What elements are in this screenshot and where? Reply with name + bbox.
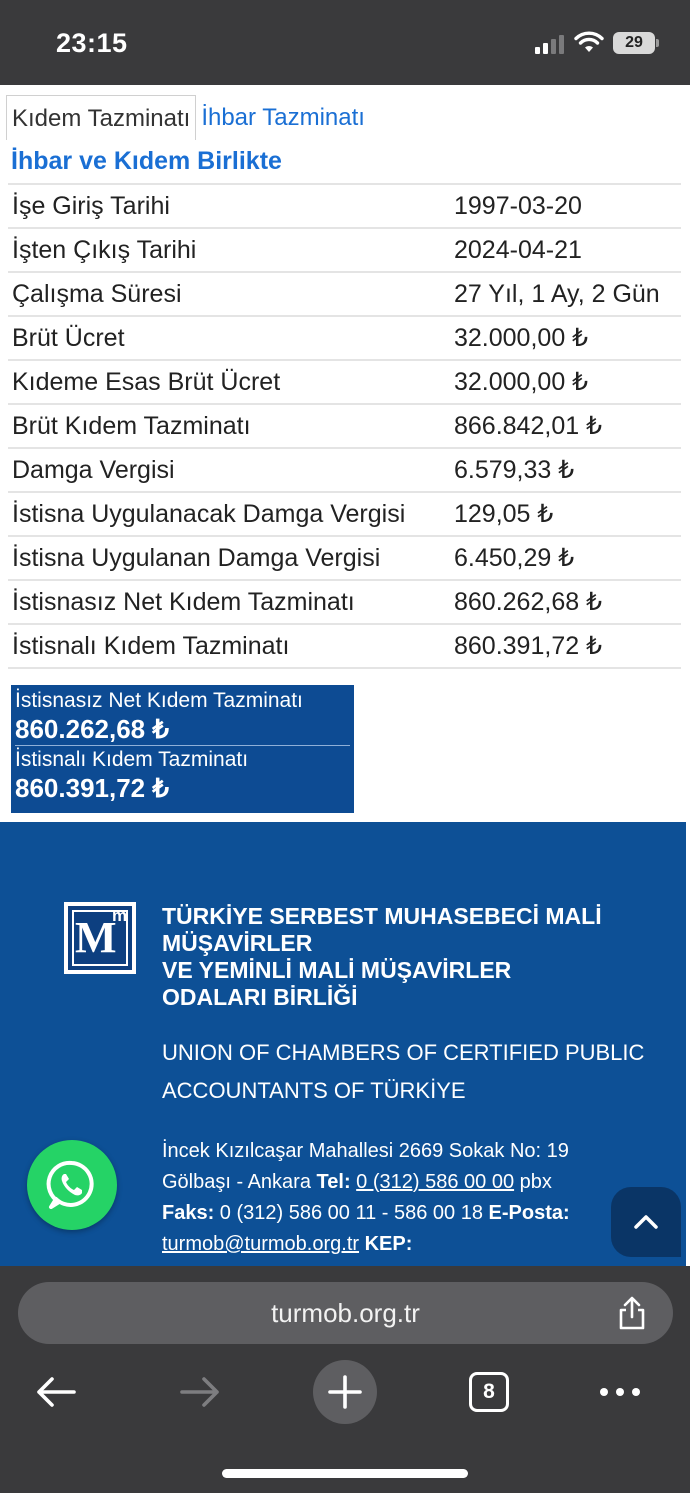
address-fax-line	[162, 1198, 652, 1229]
contact-address	[162, 1136, 652, 1260]
summary-divider	[15, 745, 350, 746]
result-row	[8, 448, 681, 492]
fax-value: 0 (312) 586 00 11 - 586 00 18	[214, 1202, 489, 1224]
result-value: 27 Yıl, 1 Ay, 2 Gün	[454, 279, 660, 308]
org-name	[162, 903, 662, 1011]
tab-ihbar-tazminati[interactable]: İhbar Tazminatı	[201, 104, 365, 131]
share-icon[interactable]	[617, 1295, 647, 1331]
tab-count-icon: 8	[469, 1372, 509, 1412]
tabs-button[interactable]	[457, 1360, 521, 1424]
result-value: 6.450,29 ₺	[454, 544, 575, 572]
org-name-line: ODALARI BİRLİĞİ	[162, 984, 358, 1010]
result-label: İstisna Uygulanan Damga Vergisi	[12, 543, 381, 572]
result-label: İşten Çıkış Tarihi	[12, 235, 197, 264]
browser-toolbar	[0, 1360, 690, 1430]
summary-exempt-label: İstisnalı Kıdem Tazminatı	[15, 748, 249, 771]
org-name-english	[162, 1034, 672, 1110]
summary-net-label: İstisnasız Net Kıdem Tazminatı	[15, 689, 303, 712]
result-row	[8, 184, 681, 228]
result-value: 860.262,68 ₺	[454, 588, 602, 616]
address-line: İncek Kızılcaşar Mahallesi 2669 Sokak No: 19	[162, 1140, 569, 1162]
summary-net-value: 860.262,68 ₺	[15, 714, 169, 744]
org-name-line: TÜRKİYE SERBEST MUHASEBECİ MALİ	[162, 903, 602, 929]
result-value: 129,05 ₺	[454, 500, 554, 528]
phone-link[interactable]: 0 (312) 586 00 00	[356, 1171, 515, 1193]
result-label: İstisna Uygulanacak Damga Vergisi	[12, 499, 406, 528]
new-tab-button[interactable]	[313, 1360, 377, 1424]
result-row	[8, 624, 681, 668]
result-label: Çalışma Süresi	[12, 279, 182, 308]
result-label: Brüt Kıdem Tazminatı	[12, 411, 251, 440]
result-label: Brüt Ücret	[12, 323, 125, 352]
more-dots-icon	[598, 1386, 642, 1398]
tab-kidem-tazminati[interactable]: Kıdem Tazminatı	[6, 95, 196, 140]
result-value: 860.391,72 ₺	[454, 632, 602, 660]
wifi-icon	[574, 30, 604, 54]
result-row	[8, 404, 681, 448]
address-email-line	[162, 1229, 652, 1260]
tel-suffix: pbx	[514, 1171, 552, 1193]
result-row	[8, 360, 681, 404]
result-row	[8, 536, 681, 580]
more-menu-button[interactable]	[588, 1360, 652, 1424]
result-label: İstisnalı Kıdem Tazminatı	[12, 631, 290, 660]
result-value: 2024-04-21	[454, 235, 582, 264]
result-row	[8, 580, 681, 624]
result-label: Kıdeme Esas Brüt Ücret	[12, 367, 281, 396]
cellular-signal-icon	[535, 34, 565, 54]
kep-label: KEP:	[359, 1233, 413, 1255]
back-button[interactable]	[24, 1360, 88, 1424]
tel-label: Tel:	[316, 1171, 351, 1193]
logo-letter: M	[75, 913, 117, 962]
chevron-up-icon	[633, 1213, 659, 1231]
org-name-line: MÜŞAVİRLER	[162, 930, 313, 956]
arrow-right-icon	[178, 1374, 222, 1410]
result-label: Damga Vergisi	[12, 455, 175, 484]
results-table	[8, 183, 681, 669]
email-label: E-Posta:	[488, 1202, 570, 1224]
result-row	[8, 272, 681, 316]
status-bar	[0, 0, 690, 85]
result-value: 1997-03-20	[454, 191, 582, 220]
turmob-logo[interactable]	[64, 902, 136, 974]
arrow-left-icon	[34, 1374, 78, 1410]
address-city: Gölbaşı - Ankara	[162, 1171, 317, 1193]
section-title[interactable]: İhbar ve Kıdem Birlikte	[11, 147, 282, 175]
result-value: 32.000,00 ₺	[454, 368, 589, 396]
calculator-tabs	[6, 95, 370, 140]
email-link[interactable]: turmob@turmob.org.tr	[162, 1233, 360, 1255]
result-label: İşe Giriş Tarihi	[12, 191, 170, 220]
logo-superscript: m	[112, 906, 128, 925]
address-phone-line	[162, 1167, 652, 1198]
status-time: 23:15	[56, 28, 128, 58]
plus-icon	[327, 1374, 363, 1410]
result-value: 6.579,33 ₺	[454, 456, 575, 484]
web-page	[0, 85, 690, 1266]
home-indicator	[222, 1469, 468, 1478]
summary-box	[11, 685, 354, 813]
result-value: 32.000,00 ₺	[454, 324, 589, 352]
address-bar[interactable]	[18, 1282, 673, 1344]
result-row	[8, 316, 681, 360]
result-row	[8, 228, 681, 272]
url-text: turmob.org.tr	[271, 1298, 420, 1328]
summary-exempt-value: 860.391,72 ₺	[15, 773, 169, 803]
forward-button[interactable]	[168, 1360, 232, 1424]
fax-label: Faks:	[162, 1202, 215, 1224]
org-name-en-line: ACCOUNTANTS OF TÜRKİYE	[162, 1078, 466, 1103]
result-row	[8, 492, 681, 536]
whatsapp-button[interactable]	[27, 1140, 117, 1230]
result-value: 866.842,01 ₺	[454, 412, 602, 440]
whatsapp-icon	[46, 1159, 98, 1211]
result-label: İstisnasız Net Kıdem Tazminatı	[12, 587, 355, 616]
org-name-line: VE YEMİNLİ MALİ MÜŞAVİRLER	[162, 957, 512, 983]
scroll-to-top-button[interactable]	[611, 1187, 681, 1257]
battery-icon: 29	[613, 32, 655, 54]
org-name-en-line: UNION OF CHAMBERS OF CERTIFIED PUBLIC	[162, 1040, 645, 1065]
